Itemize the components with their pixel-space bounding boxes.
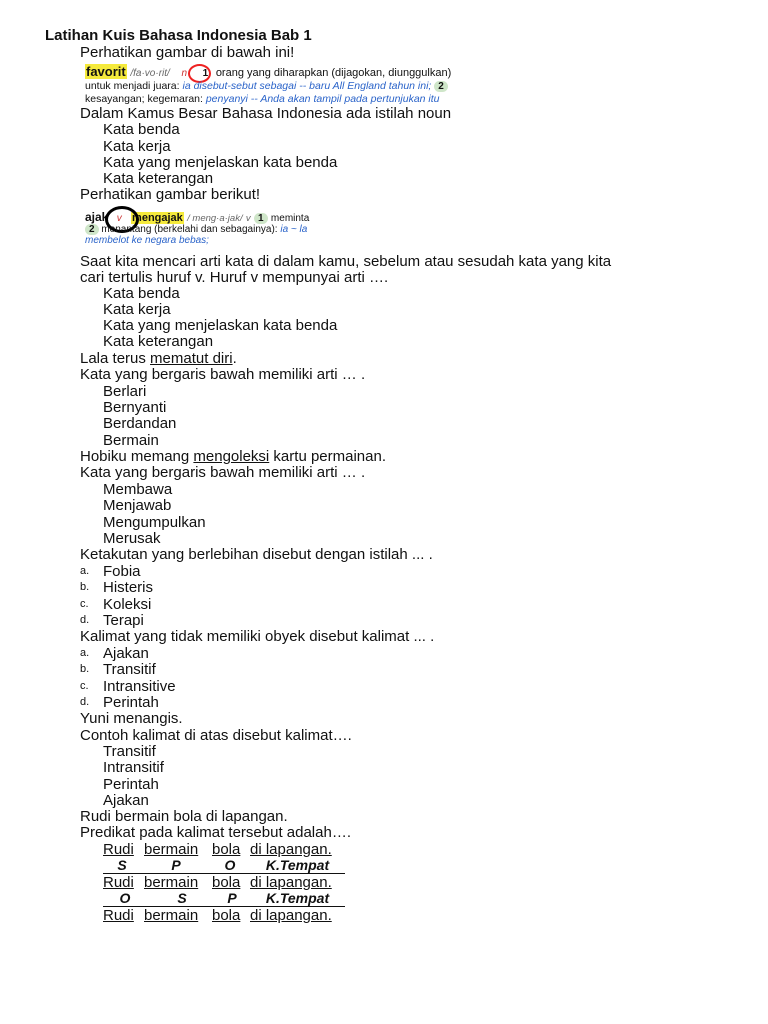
q1-intro: Perhatikan gambar di bawah ini! <box>80 44 295 61</box>
dict-sense-number: 2 <box>434 81 448 92</box>
q6-option: Perintah <box>103 694 159 711</box>
sentence-word: di lapangan. <box>250 841 332 858</box>
q4-question: Kata yang bergaris bawah memiliki arti … . <box>80 464 366 481</box>
sentence-word: bola <box>212 841 241 858</box>
dict-pronunciation: / meng·a·jak/ <box>187 213 243 224</box>
q3-option: Berdandan <box>103 415 177 432</box>
sentence-word: di lapangan. <box>250 907 332 924</box>
dict-sense: menantang (berkelahi dan sebagainya): <box>101 224 278 235</box>
q2-option: Kata kerja <box>103 301 171 318</box>
q6-letter: a. <box>80 647 90 659</box>
dict-sense-number: 2 <box>85 224 99 235</box>
q3-question: Kata yang bergaris bawah memiliki arti … . <box>80 366 366 383</box>
q5-option: Koleksi <box>103 596 152 613</box>
q1-option: Kata benda <box>103 121 180 138</box>
q4-option: Mengumpulkan <box>103 514 206 531</box>
q3-option: Bermain <box>103 432 159 449</box>
q2-option: Kata benda <box>103 285 180 302</box>
sentence-text: kartu permainan. <box>269 448 386 465</box>
page-title: Latihan Kuis Bahasa Indonesia Bab 1 <box>45 27 312 44</box>
q7-option: Perintah <box>103 776 159 793</box>
q6-question: Kalimat yang tidak memiliki obyek disebut kalimat ... . <box>80 628 435 645</box>
grammar-tag: O <box>224 857 236 873</box>
grammar-tag: K.Tempat <box>265 890 330 906</box>
sentence-word: bola <box>212 907 241 924</box>
q5-letter: c. <box>80 598 89 610</box>
q1-dict-line2 <box>85 80 448 92</box>
dict-sense: orang yang diharapkan (dijagokan, diunggulkan) <box>215 67 452 79</box>
sentence-text: Hobiku memang <box>80 448 194 465</box>
q6-option: Transitif <box>103 661 156 678</box>
dict-derived-word: mengajak <box>132 212 183 224</box>
q4-option: Menjawab <box>103 497 172 514</box>
q2-option: Kata yang menjelaskan kata benda <box>103 317 338 334</box>
grammar-tag: P <box>171 857 181 873</box>
q2-dict-line3 <box>85 235 209 247</box>
dict-example: penyanyi -- Anda akan tampil pada pertunjukan itu <box>205 93 440 105</box>
q4-option: Membawa <box>103 481 173 498</box>
q3-sentence <box>80 350 237 367</box>
dict-sense-number: 1 <box>202 68 209 79</box>
grammar-tag: K.Tempat <box>265 857 330 873</box>
q7-option: Intransitif <box>103 759 164 776</box>
q8-sentence: Rudi bermain bola di lapangan. <box>80 808 288 825</box>
q5-letter: d. <box>80 614 90 626</box>
q1-dict-line3 <box>85 93 440 105</box>
sentence-word: di lapangan. <box>250 874 332 891</box>
q1-option: Kata yang menjelaskan kata benda <box>103 154 338 171</box>
q6-option: Ajakan <box>103 645 149 662</box>
q2-intro: Perhatikan gambar berikut! <box>80 186 261 203</box>
q6-option: Intransitive <box>103 678 176 695</box>
q1-question: Dalam Kamus Besar Bahasa Indonesia ada istilah noun <box>80 105 452 122</box>
grammar-tag: S <box>177 890 187 906</box>
q2-question-line2: cari tertulis huruf v. Huruf v mempunyai arti …. <box>80 269 389 286</box>
sentence-word: Rudi <box>103 874 134 891</box>
underlined-word: mematut diri <box>150 350 233 367</box>
dict-sense: meminta <box>270 213 310 224</box>
q2-option: Kata keterangan <box>103 333 214 350</box>
q7-sentence: Yuni menangis. <box>80 710 183 727</box>
grammar-tag: S <box>117 857 127 873</box>
sentence-word: bermain <box>144 907 199 924</box>
dict-pos: v <box>245 213 251 224</box>
dict-pos: n <box>181 68 187 79</box>
q4-option: Merusak <box>103 530 161 547</box>
sentence-text: Lala terus <box>80 350 151 367</box>
grammar-tag: P <box>227 890 237 906</box>
q5-letter: a. <box>80 565 90 577</box>
q7-question: Contoh kalimat di atas disebut kalimat…. <box>80 727 352 744</box>
q7-option: Transitif <box>103 743 156 760</box>
dict-pronunciation: /fa·vo·rit/ <box>130 68 170 79</box>
sentence-word: Rudi <box>103 907 134 924</box>
sentence-word: bermain <box>144 841 199 858</box>
dict-sense-cont: untuk menjadi juara: <box>85 80 180 92</box>
q6-letter: d. <box>80 696 90 708</box>
sentence-word: Rudi <box>103 841 134 858</box>
underlined-word: mengoleksi <box>193 448 270 465</box>
q1-option: Kata kerja <box>103 138 171 155</box>
dict-headword: ajak <box>85 210 109 224</box>
dict-example: ia ~ la <box>280 224 308 235</box>
q6-letter: c. <box>80 680 89 692</box>
q1-option: Kata keterangan <box>103 170 214 187</box>
q5-option: Terapi <box>103 612 144 629</box>
q8-question: Predikat pada kalimat tersebut adalah…. <box>80 824 351 841</box>
grammar-tag: O <box>119 890 131 906</box>
q7-option: Ajakan <box>103 792 149 809</box>
dict-sense: kesayangan; kegemaran: <box>85 93 203 105</box>
q5-option: Histeris <box>103 579 154 596</box>
q2-question-line1: Saat kita mencari arti kata di dalam kamu, sebelum atau sesudah kata yang kita <box>80 253 612 270</box>
q5-question: Ketakutan yang berlebihan disebut dengan istilah ... . <box>80 546 433 563</box>
sentence-word: bermain <box>144 874 199 891</box>
dict-sense-number: 1 <box>254 213 268 224</box>
dict-example: ia disebut-sebut sebagai -- baru All England tahun ini; <box>182 80 432 92</box>
dict-headword: favorit <box>86 64 126 79</box>
q4-sentence <box>80 448 386 465</box>
q3-option: Bernyanti <box>103 399 167 416</box>
dict-example: membelot ke negara bebas; <box>85 235 209 246</box>
q5-option: Fobia <box>103 563 141 580</box>
q5-letter: b. <box>80 581 90 593</box>
sentence-word: bola <box>212 874 241 891</box>
q6-letter: b. <box>80 663 90 675</box>
dict-pos: v <box>116 213 122 224</box>
q3-option: Berlari <box>103 383 147 400</box>
sentence-text: . <box>232 350 237 367</box>
